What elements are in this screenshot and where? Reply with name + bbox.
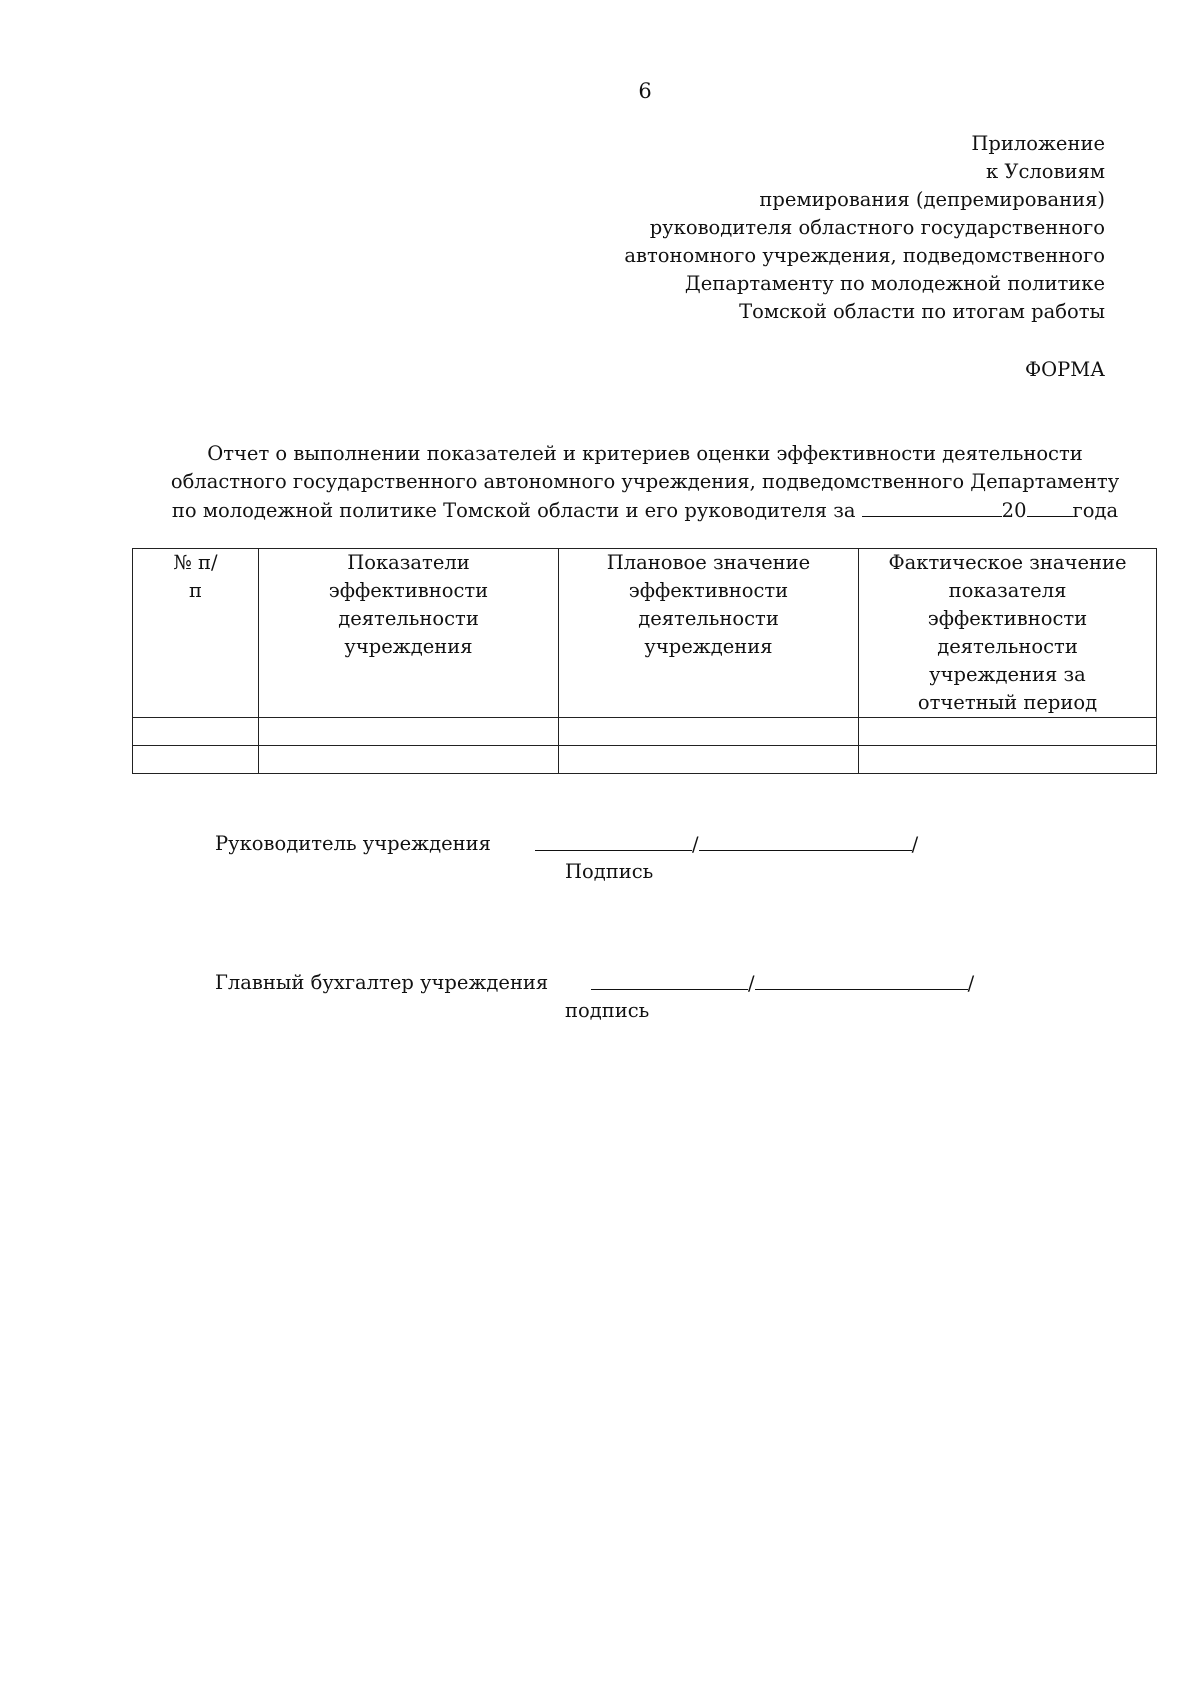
head-signature-blank[interactable] [535, 830, 692, 851]
appendix-line: премирования (депремирования) [759, 188, 1105, 211]
year-suffix: года [1072, 499, 1119, 522]
accountant-signature-label: Главный бухгалтер учреждения [215, 971, 549, 994]
table-cell[interactable] [859, 718, 1157, 746]
appendix-line: автономного учреждения, подведомственного [624, 244, 1105, 267]
header-actual-value: Фактическое значение показателя эффективности деятельности учреждения за отчетный период [859, 549, 1157, 718]
appendix-block [624, 130, 1105, 326]
title-line-2: областного государственного автономного учреждения, подведомственного Департаменту [170, 470, 1120, 493]
title-line-3-text: по молодежной политике Томской области и его руководителя за [171, 499, 856, 522]
table-cell[interactable] [133, 746, 259, 774]
header-indicators: Показатели эффективности деятельности учреждения [259, 549, 559, 718]
appendix-line: Приложение [971, 132, 1105, 155]
head-signature-line[interactable]: / / [535, 830, 918, 859]
period-blank[interactable] [862, 496, 1002, 517]
title-line-3 [0, 496, 1200, 525]
table-cell[interactable] [559, 718, 859, 746]
table-row [133, 718, 1157, 746]
accountant-signature-blank[interactable] [591, 969, 748, 990]
appendix-line: руководителя областного государственного [649, 216, 1105, 239]
table-cell[interactable] [559, 746, 859, 774]
year-prefix: 20 [1001, 499, 1027, 522]
head-name-blank[interactable] [699, 830, 912, 851]
head-signature-label: Руководитель учреждения [215, 832, 491, 855]
appendix-line: к Условиям [986, 160, 1105, 183]
title-line-1: Отчет о выполнении показателей и критериев оценки эффективности деятельности [207, 442, 1083, 465]
table-cell[interactable] [133, 718, 259, 746]
header-planned-value: Плановое значение эффективности деятельности учреждения [559, 549, 859, 718]
header-number: № п/п [133, 549, 259, 718]
accountant-signature-caption: подпись [565, 999, 650, 1022]
accountant-name-blank[interactable] [755, 969, 968, 990]
table-cell[interactable] [259, 718, 559, 746]
table-row [133, 746, 1157, 774]
page-number: 6 [638, 79, 652, 103]
year-blank[interactable] [1027, 496, 1073, 517]
appendix-line: Томской области по итогам работы [739, 300, 1105, 323]
table-cell[interactable] [859, 746, 1157, 774]
head-signature-caption: Подпись [565, 860, 654, 883]
form-label: ФОРМА [1024, 358, 1105, 381]
appendix-line: Департаменту по молодежной политике [684, 272, 1105, 295]
table-header-row [133, 549, 1157, 718]
accountant-signature-line[interactable]: / / [591, 969, 974, 998]
table-cell[interactable] [259, 746, 559, 774]
report-title [0, 440, 1200, 525]
indicators-table [132, 548, 1157, 774]
